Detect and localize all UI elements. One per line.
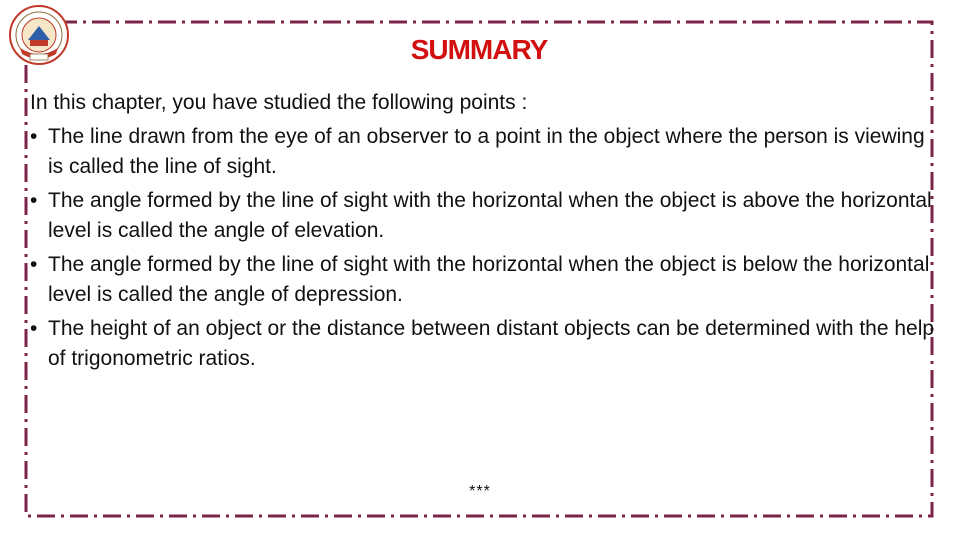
summary-point-text: The angle formed by the line of sight with the horizontal when the object is below the horizontal level is called the angle of depression.: [48, 253, 930, 306]
end-mark: ***: [469, 483, 491, 500]
intro-text: In this chapter, you have studied the following points :: [30, 91, 528, 114]
summary-content: [30, 88, 935, 374]
bullet-icon: •: [30, 189, 38, 212]
summary-point: [30, 186, 935, 246]
summary-point: [30, 122, 935, 182]
bullet-icon: •: [30, 125, 38, 148]
summary-point: [30, 314, 935, 374]
summary-point-text: The height of an object or the distance between distant objects can be determined with the help of trigonometric ratios.: [48, 317, 935, 370]
summary-point-text: The angle formed by the line of sight with the horizontal when the object is above the horizontal level is called the angle of elevation.: [48, 189, 932, 242]
bullet-icon: •: [30, 253, 38, 276]
summary-point-text: The line drawn from the eye of an observer to a point in the object where the person is viewing is called the line of sight.: [48, 125, 925, 178]
summary-points-list: [30, 122, 935, 374]
page-title: SUMMARY: [410, 34, 548, 65]
summary-point: [30, 250, 935, 310]
bullet-icon: •: [30, 317, 38, 340]
